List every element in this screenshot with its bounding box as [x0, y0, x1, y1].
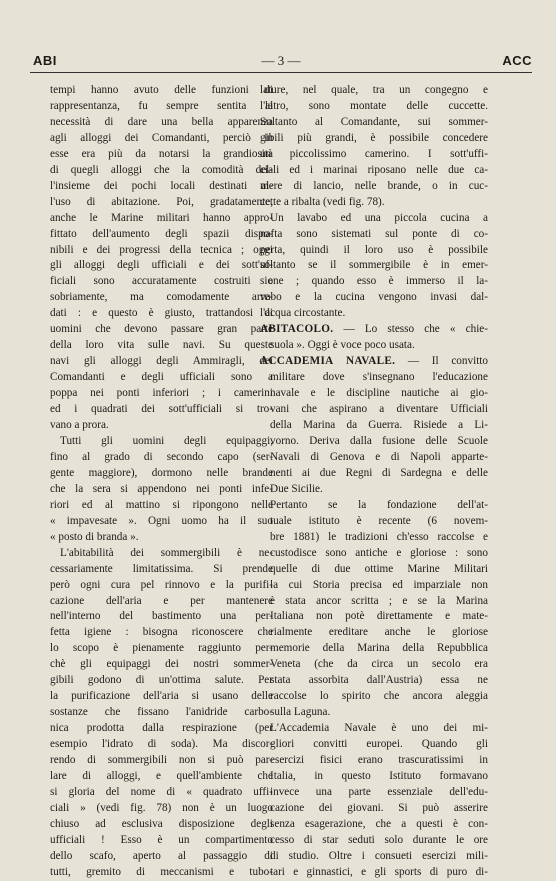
text-line	[260, 530, 488, 546]
text-line	[260, 689, 488, 705]
line-text: vorno. Deriva dalla fusione delle Scuole	[270, 434, 488, 447]
text-line	[260, 657, 488, 673]
line-text: si gloria del nome di « quadrato uffi-	[50, 785, 273, 798]
text-line	[50, 625, 273, 641]
line-text: Tutti gli uomini degli equipaggi,	[60, 434, 273, 447]
text-line	[260, 673, 488, 689]
text-line	[50, 594, 273, 610]
line-text: dello scafo, aperto al passaggio di	[50, 849, 273, 862]
text-line	[50, 322, 273, 338]
text-line	[50, 274, 273, 290]
line-text: rendo di sommergibili non si può par-	[50, 754, 273, 767]
line-text: gente maggiore), dormono nelle brande	[50, 466, 273, 479]
text-line	[50, 370, 273, 386]
line-text: bre 1881) le tradizioni ch'esso raccolse e	[270, 530, 488, 543]
line-text: lare di alloggi, e quell'ambiente che	[50, 769, 273, 782]
text-line	[260, 482, 488, 498]
text-line	[260, 785, 488, 801]
text-line	[50, 131, 273, 147]
text-line	[260, 466, 488, 482]
line-text: chiuso ad esclusiva disposizione degli	[50, 817, 273, 830]
line-text: ciali ed i marinai riposano nelle due ca-	[260, 163, 488, 176]
line-text: ed i quadrati dei sott'ufficiali si tro-	[50, 403, 273, 416]
text-line	[50, 179, 273, 195]
line-text: la cui Storia precisa ed imparziale non	[270, 578, 488, 591]
text-line	[260, 450, 488, 466]
line-text: nica prodotta dalla respirazione (per	[50, 722, 273, 735]
text-line	[50, 83, 273, 99]
line-text: perta, quindi il loro uso è possibile	[260, 243, 488, 256]
line-text: sobriamente, ma comodamente arre-	[50, 291, 273, 304]
line-text: della Marina da Guerra. Risiede a Li-	[270, 419, 488, 432]
text-line	[50, 562, 273, 578]
line-text: l'uso di abitazione. Poi, gradatamente,	[50, 195, 273, 208]
text-line	[260, 195, 488, 211]
line-text: poppa nei ponti inferiori ; i camerini	[50, 387, 273, 400]
line-text: fetta igiene : bisogna riconoscere che	[50, 626, 273, 639]
text-line	[260, 386, 488, 402]
text-line	[260, 514, 488, 530]
text-line	[260, 402, 488, 418]
text-line	[260, 865, 488, 881]
line-text: gli alloggi degli ufficiali e dei sott'uf-	[50, 259, 273, 272]
line-text: esse era più da notarsi la grandiosità	[50, 147, 273, 160]
text-line	[50, 769, 273, 785]
text-line	[260, 227, 488, 243]
text-line	[50, 514, 273, 530]
text-line	[260, 370, 488, 386]
line-text: fittato dell'aumento degli spazii dispo-	[50, 227, 273, 240]
line-text: nafta sono sistemati sul ponte di co-	[260, 227, 488, 240]
line-text: tuale istituto è recente (6 novem-	[270, 514, 488, 527]
line-text: uomini che devono passare gran parte	[50, 323, 273, 336]
line-text: sione ; quando esso è immerso il la-	[260, 275, 488, 288]
text-line	[50, 195, 273, 211]
right-column	[260, 83, 488, 881]
left-column	[50, 83, 273, 881]
text-line	[50, 402, 273, 418]
line-text: gliori convitti europei. Quando gli	[270, 738, 488, 751]
line-text: però ogni cura pel rinnovo e la purifi-	[50, 578, 273, 591]
line-text: ficiali sono accuratamente costruiti e	[50, 275, 273, 288]
line-text: Italia, in questo Istituto formavano	[270, 769, 488, 782]
line-text: dati : e questo è giusto, trattandosi di	[50, 307, 273, 320]
text-line	[260, 211, 488, 227]
text-line	[260, 354, 488, 370]
text-line	[260, 338, 488, 354]
line-text: vano a prora.	[50, 419, 109, 432]
text-line	[50, 689, 273, 705]
text-line	[260, 418, 488, 434]
line-text: rappresentanza, fu sempre sentita la	[50, 99, 273, 112]
running-header	[30, 53, 532, 73]
text-line	[50, 115, 273, 131]
text-line	[50, 865, 273, 881]
text-line	[50, 641, 273, 657]
line-text: cazione dell'aria e per mantenere	[50, 594, 273, 607]
text-line	[260, 115, 488, 131]
line-text: anche le Marine militari hanno appro-	[50, 211, 273, 224]
line-text: mere di lancio, nelle brande, o in cuc-	[260, 179, 488, 192]
text-line	[260, 833, 488, 849]
text-line	[260, 243, 488, 259]
line-text: navale e le discipline nautiche ai gio-	[270, 387, 488, 400]
line-text: L'abitabilità dei sommergibili è ne-	[60, 546, 273, 559]
line-text: nibili e dei progressi della tecnica ; oggi	[50, 243, 273, 256]
line-text: sostanze che fissano l'anidride carbo-	[50, 706, 273, 719]
text-line	[260, 801, 488, 817]
entry-headword: ABITACOLO.	[260, 323, 334, 336]
text-line	[50, 306, 273, 322]
page-number: — 3 —	[261, 53, 301, 68]
text-line	[260, 147, 488, 163]
text-line	[260, 179, 488, 195]
text-line	[260, 594, 488, 610]
line-text: è stata ancor scritta ; e se la Marina	[270, 594, 488, 607]
text-line	[260, 753, 488, 769]
line-text: Comandanti e degli ufficiali sono a	[50, 371, 273, 384]
line-text: navi gli alloggi degli Ammiragli, dei	[50, 355, 273, 368]
text-line	[50, 530, 273, 546]
text-line	[260, 434, 488, 450]
line-text: suola ». Oggi è voce poco usata.	[270, 339, 415, 352]
text-line	[260, 99, 488, 115]
text-line	[50, 737, 273, 753]
line-text: Un lavabo ed una piccola cucina a	[270, 211, 488, 224]
text-line	[50, 434, 273, 450]
text-line	[50, 466, 273, 482]
line-text: tari e ginnastici, e gli sports di puro di-	[270, 865, 488, 878]
line-text: Due Sicilie.	[270, 482, 323, 495]
text-line	[50, 338, 273, 354]
text-line	[260, 546, 488, 562]
text-line	[50, 753, 273, 769]
text-line	[50, 450, 273, 466]
text-line	[260, 131, 488, 147]
entry-headword: ACCADEMIA NAVALE.	[260, 355, 396, 368]
line-text: un piccolissimo camerino. I sott'uffi-	[260, 147, 488, 160]
text-line	[50, 705, 273, 721]
line-text: stata assorbita dall'Austria) essa ne	[270, 674, 488, 687]
line-text: Italiana non potè direttamente e mate-	[270, 610, 488, 623]
text-line	[50, 833, 273, 849]
line-text: invece una parte essenziale dell'edu-	[270, 785, 488, 798]
line-text: cazione dei giovani. Si può asserire	[270, 801, 488, 814]
line-text: quelle di due ottime Marine Militari	[270, 562, 488, 575]
line-text: Pertanto se la fondazione dell'at-	[270, 498, 488, 511]
text-line	[50, 482, 273, 498]
text-line	[50, 546, 273, 562]
text-line	[50, 498, 273, 514]
header-right-guide-word: ACC	[502, 53, 532, 68]
text-line	[260, 641, 488, 657]
line-text: l'acqua circostante.	[260, 307, 346, 320]
text-line	[260, 849, 488, 865]
line-text: cesso di star seduti solo durante le ore	[270, 833, 488, 846]
line-text: cette a ribalta (vedi fig. 78).	[260, 195, 385, 208]
line-text: nell'interno del bastimento una per-	[50, 610, 273, 623]
line-text: senza esagerazione, che a questi è con-	[270, 817, 488, 830]
line-text: agli alloggi dei Comandanti, perciò in	[50, 131, 273, 144]
line-text: tempi hanno avuto delle funzioni di	[50, 84, 273, 96]
line-text: esercizi fisici erano trascuratissimi in	[270, 754, 488, 767]
line-text: gibili godono di un'ottima salute. Per	[50, 674, 273, 687]
line-text: « impavesate ». Ogni uomo ha il suo	[50, 514, 273, 527]
line-text: vabo e la cucina vengono invasi dal-	[260, 291, 488, 304]
line-text: di quegli alloggi che la comodità del-	[50, 163, 273, 176]
line-text: esempio l'idrato di soda). Ma discor-	[50, 738, 273, 751]
line-text: l'insieme dei pochi locali destinati al-	[50, 179, 273, 192]
line-text: memorie della Marina della Repubblica	[270, 642, 488, 655]
line-text: rialmente ereditare anche le gloriose	[270, 626, 488, 639]
text-line	[260, 306, 488, 322]
line-text: nenti ai due Regni di Sardegna e delle	[270, 466, 488, 479]
text-line	[50, 354, 273, 370]
text-line	[50, 386, 273, 402]
text-line	[50, 163, 273, 179]
text-line	[50, 801, 273, 817]
line-text: soltanto se il sommergibile è in emer-	[260, 259, 488, 272]
line-text: la purificazione dell'aria si usano delle	[50, 690, 273, 703]
line-text: l'altro, sono montate delle cuccette.	[260, 99, 488, 112]
line-text: custodisce sono antiche e gloriose : sono	[270, 546, 488, 559]
text-line	[50, 785, 273, 801]
text-line	[50, 578, 273, 594]
text-line	[260, 721, 488, 737]
line-text: ufficiali ! Esso è un compartimento	[50, 833, 273, 846]
text-line	[50, 817, 273, 833]
line-text: sulla Laguna.	[270, 706, 331, 719]
line-text: necessità di dare una bella apparenza	[50, 115, 273, 128]
text-line	[260, 578, 488, 594]
text-line	[260, 609, 488, 625]
text-line	[260, 163, 488, 179]
header-rule	[30, 72, 532, 73]
text-line	[260, 705, 488, 721]
line-text: gibili più grandi, è possibile concedere	[260, 131, 488, 144]
text-line	[50, 657, 273, 673]
line-text: Veneta (che da circa un secolo era	[270, 658, 488, 671]
line-text: ciali » (vedi fig. 78) non è un luogo	[50, 801, 273, 814]
text-line	[260, 625, 488, 641]
text-line	[260, 498, 488, 514]
line-text: che la sera si appendono nei ponti infe-	[50, 482, 273, 495]
line-text: vani che aspirano a diventare Ufficiali	[270, 403, 488, 416]
text-line	[260, 769, 488, 785]
text-line	[260, 258, 488, 274]
line-text: tutti, gremito di meccanismi e tubo-	[50, 865, 273, 878]
line-text: militare dove s'insegnano l'educazione	[270, 371, 488, 384]
line-text: della loro vita sulle navi. Su queste	[50, 339, 273, 352]
text-line	[50, 721, 273, 737]
text-line	[50, 609, 273, 625]
text-line	[50, 99, 273, 115]
text-line	[50, 211, 273, 227]
line-text: « posto di branda ».	[50, 530, 139, 543]
line-text: di studio. Oltre i consueti esercizi mili-	[270, 849, 488, 862]
line-text: cessariamente limitatissima. Si prende	[50, 562, 273, 575]
text-line	[260, 562, 488, 578]
text-line	[260, 274, 488, 290]
line-text: chè gli equipaggi dei nostri sommer-	[50, 658, 273, 671]
text-line	[50, 227, 273, 243]
line-text: Navali di Genova e di Napoli apparte-	[270, 450, 488, 463]
line-text: raccolse lo spirito che ancora aleggia	[270, 690, 488, 703]
text-line	[50, 258, 273, 274]
text-line	[50, 147, 273, 163]
text-line	[260, 322, 488, 338]
line-text: riori ed al mattino si ripongono nelle	[50, 498, 273, 511]
text-line	[260, 737, 488, 753]
line-text: Soltanto al Comandante, sui sommer-	[260, 115, 488, 128]
text-line	[260, 817, 488, 833]
header-left-guide-word: ABI	[33, 53, 57, 68]
text-line	[260, 290, 488, 306]
line-text: — Lo stesso che « chie-	[333, 323, 488, 336]
text-line	[50, 243, 273, 259]
line-text: — Il convitto	[395, 355, 488, 368]
text-line	[50, 290, 273, 306]
text-line	[50, 418, 273, 434]
text-line	[260, 83, 488, 99]
line-text: L'Accademia Navale è uno dei mi-	[270, 722, 488, 735]
line-text: fino al grado di secondo capo (ser-	[50, 450, 273, 463]
text-line	[50, 673, 273, 689]
line-text: lature, nel quale, tra un congegno e	[260, 84, 488, 96]
line-text: lo scopo è pienamente raggiunto per-	[50, 642, 273, 655]
text-line	[50, 849, 273, 865]
